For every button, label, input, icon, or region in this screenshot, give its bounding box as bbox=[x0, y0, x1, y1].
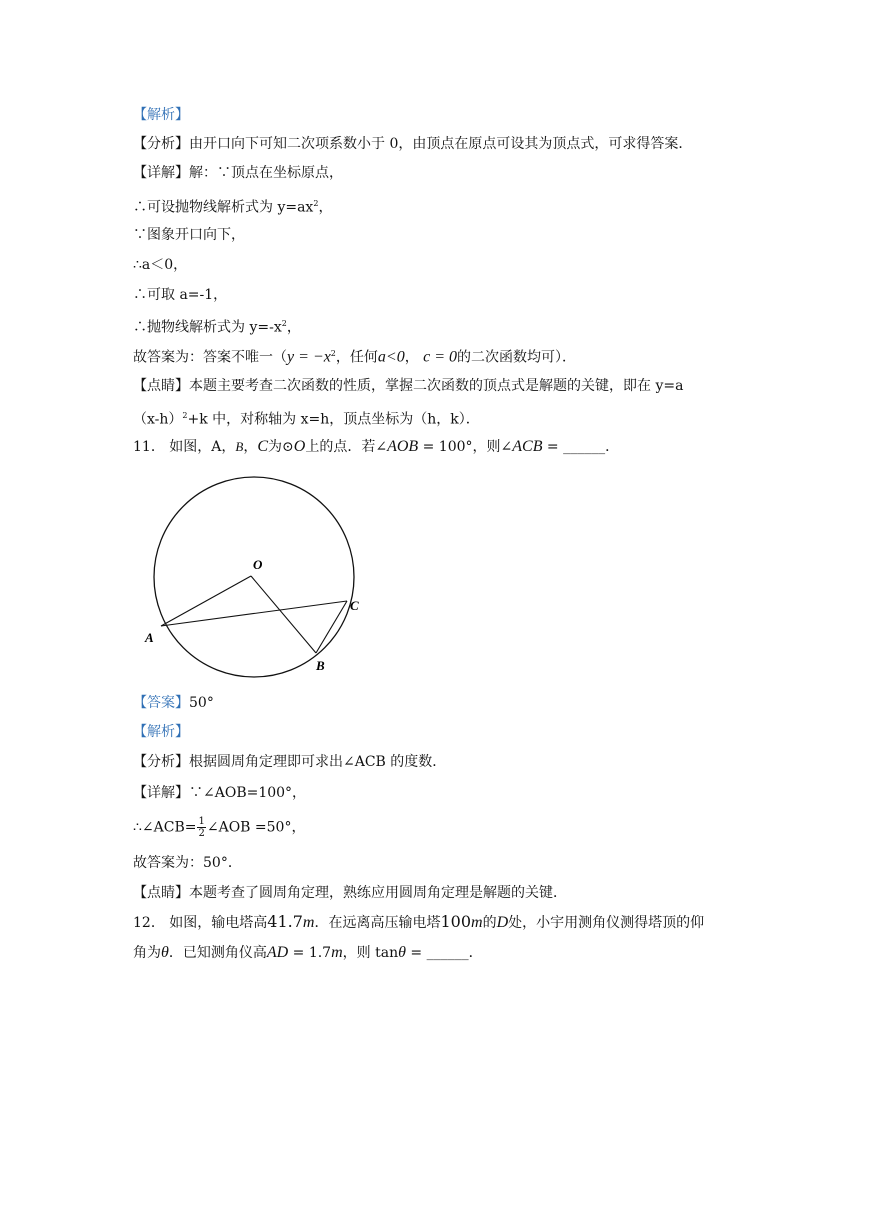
detail-line-1: 【详解】解：∵顶点在坐标原点， bbox=[133, 165, 343, 181]
comment-line-1: 【点睛】本题主要考查二次函数的性质，掌握二次函数的顶点式是解题的关键，即在 y=a bbox=[133, 378, 684, 394]
step-line-6: ∴∠ACB= $\frac{1}{2}$ ∠AOB =50°， bbox=[133, 816, 306, 839]
label-b: B bbox=[316, 658, 325, 673]
answer-heading-11: 【答案】50° bbox=[133, 695, 214, 711]
segment-ob bbox=[251, 576, 316, 653]
comment-line-2: $(x-h)^2+k$ 中，对称轴为 x=h，顶点坐标为（h，k）． bbox=[133, 411, 480, 428]
circle-o bbox=[154, 477, 354, 677]
question-12-line-1: 12． 如图，输电塔高41.7m．在远离高压输电塔100m的D处，小宇用测角仪测得塔顶的仰 bbox=[133, 912, 705, 931]
analysis-line-2: 【分析】根据圆周角定理即可求出∠ACB 的度数． bbox=[133, 754, 447, 770]
circle-figure bbox=[130, 470, 390, 690]
step-line-1: ∴可设抛物线解析式为 $y=ax^2$， bbox=[133, 199, 333, 216]
step-line-3: ∴a＜0， bbox=[133, 257, 188, 273]
question-11: 11． 如图，A，B，C为⊙O上的点．若∠AOB = 100°，则∠ACB = ______． bbox=[133, 438, 620, 455]
step-line-4: ∴可取 a=-1， bbox=[133, 287, 228, 303]
detail-line-2: 【详解】∵∠AOB=100°， bbox=[133, 785, 307, 801]
label-o: O bbox=[253, 557, 263, 572]
answer-line-1: 故答案为：答案不唯一（$y = -x^2$，任何a<0， c = 0的二次函数均可）． bbox=[133, 348, 577, 366]
step-line-5: ∴抛物线解析式为 $y=-x^2$， bbox=[133, 319, 301, 336]
segment-ac bbox=[161, 601, 347, 626]
jiexi-heading-1: 【解析】 bbox=[133, 107, 189, 123]
segment-bc bbox=[316, 601, 347, 653]
label-a: A bbox=[145, 630, 154, 645]
label-c: C bbox=[350, 598, 359, 613]
step-line-2: ∵图象开口向下， bbox=[133, 227, 245, 243]
question-12-line-2: 角为θ．已知测角仪高AD = 1.7m，则 tanθ = ______． bbox=[133, 944, 483, 961]
analysis-line-1: 【分析】由开口向下可知二次项系数小于 0，由顶点在原点可设其为顶点式，可求得答案． bbox=[133, 136, 693, 152]
comment-line-3: 【点睛】本题考查了圆周角定理，熟练应用圆周角定理是解题的关键． bbox=[133, 885, 567, 901]
jiexi-heading-2: 【解析】 bbox=[133, 724, 189, 740]
answer-line-2: 故答案为：50°． bbox=[133, 855, 242, 871]
fraction-half: $\frac{1}{2}$ bbox=[198, 816, 205, 839]
segment-oa bbox=[161, 576, 251, 626]
